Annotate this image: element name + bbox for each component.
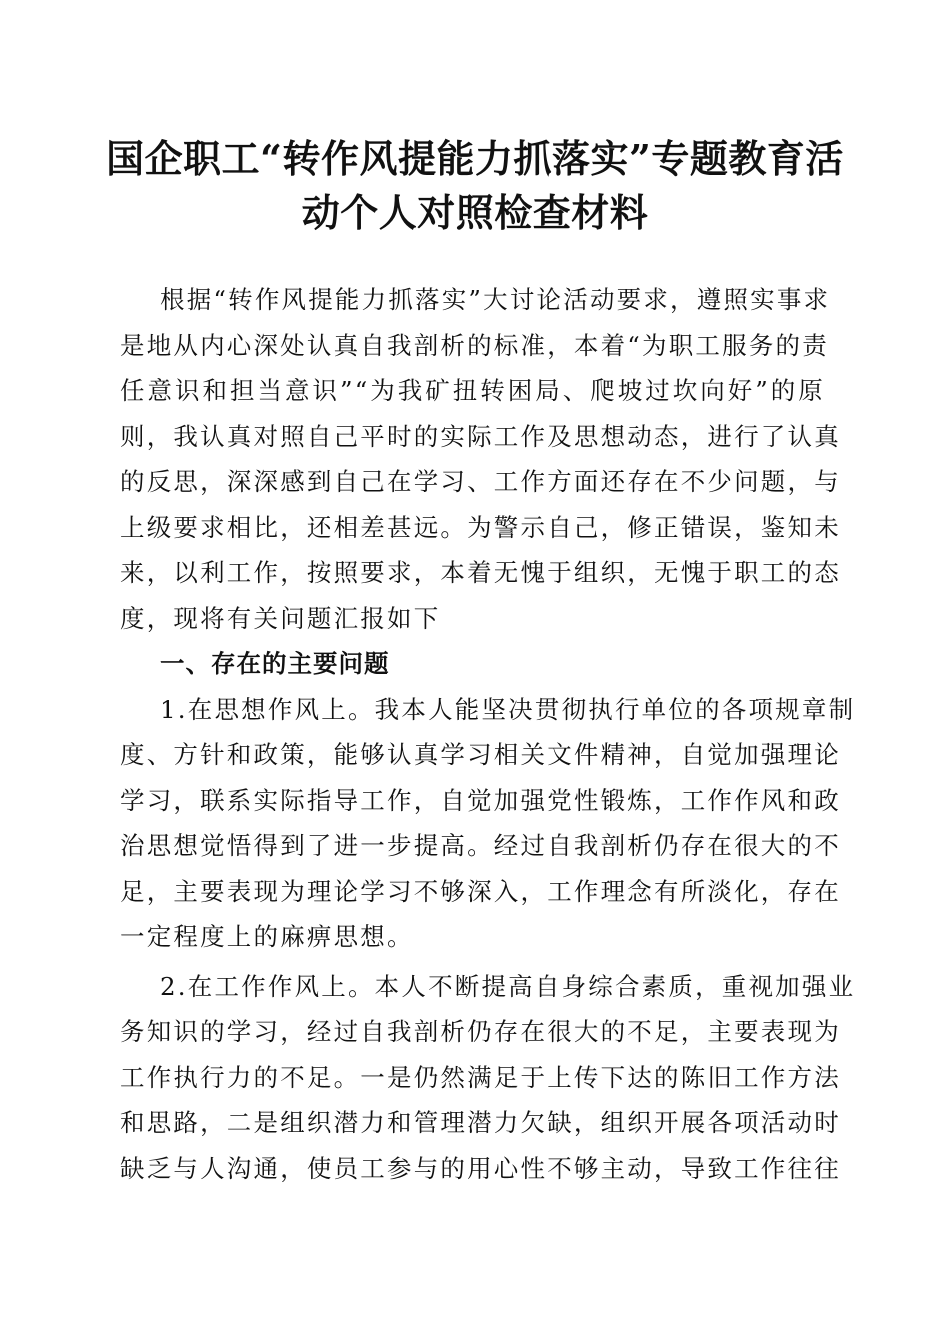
paragraph-line: 治思想觉悟得到了进一步提高。经过自我剖析仍存在很大的不	[120, 831, 841, 860]
paragraph-line: 务知识的学习，经过自我剖析仍存在很大的不足，主要表现为	[120, 1017, 841, 1046]
paragraph-line: 缺乏与人沟通，使员工参与的用心性不够主动，导致工作往往	[120, 1153, 841, 1183]
paragraph-line: 上级要求相比，还相差甚远。为警示自己，修正错误，鉴知未	[120, 512, 841, 542]
paragraph-line: 2.在工作作风上。本人不断提高自身综合素质，重视加强业	[160, 971, 856, 1001]
paragraph-line: 来，以利工作，按照要求，本着无愧于组织，无愧于职工的态	[120, 558, 841, 587]
paragraph-line: 的反思，深深感到自己在学习、工作方面还存在不少问题，与	[120, 467, 841, 496]
paragraph-line: 度，现将有关问题汇报如下	[120, 603, 441, 633]
title-line-1: 国企职工“转作风提能力抓落实”专题教育活	[106, 136, 844, 181]
paragraph-line: 则，我认真对照自己平时的实际工作及思想动态，进行了认真	[120, 421, 841, 451]
paragraph-line: 和思路，二是组织潜力和管理潜力欠缺，组织开展各项活动时	[120, 1108, 841, 1137]
document-body	[120, 277, 856, 1191]
paragraph-line: 足，主要表现为理论学习不够深入，工作理念有所淡化，存在	[120, 876, 841, 906]
section-heading: 一、存在的主要问题	[160, 649, 390, 678]
title-line-2: 动个人对照检查材料	[301, 190, 649, 235]
paragraph-line: 是地从内心深处认真自我剖析的标准，本着“为职工服务的责	[120, 330, 829, 360]
document-title	[100, 132, 850, 240]
paragraph-line: 工作执行力的不足。一是仍然满足于上传下达的陈旧工作方法	[120, 1062, 841, 1092]
paragraph-line: 1.在思想作风上。我本人能坚决贯彻执行单位的各项规章制	[160, 694, 856, 724]
paragraph-line: 根据“转作风提能力抓落实”大讨论活动要求，遵照实事求	[160, 285, 831, 314]
paragraph-line: 学习，联系实际指导工作，自觉加强党性锻炼，工作作风和政	[120, 785, 841, 815]
paragraph-line: 度、方针和政策，能够认真学习相关文件精神，自觉加强理论	[120, 740, 841, 769]
paragraph-line: 一定程度上的麻痹思想。	[120, 922, 414, 951]
intro-paragraph	[120, 277, 841, 641]
paragraph-line: 任意识和担当意识”“为我矿扭转困局、爬坡过坎向好”的原	[120, 376, 825, 405]
item-2-paragraph	[120, 964, 856, 1192]
item-1-paragraph	[120, 687, 856, 960]
